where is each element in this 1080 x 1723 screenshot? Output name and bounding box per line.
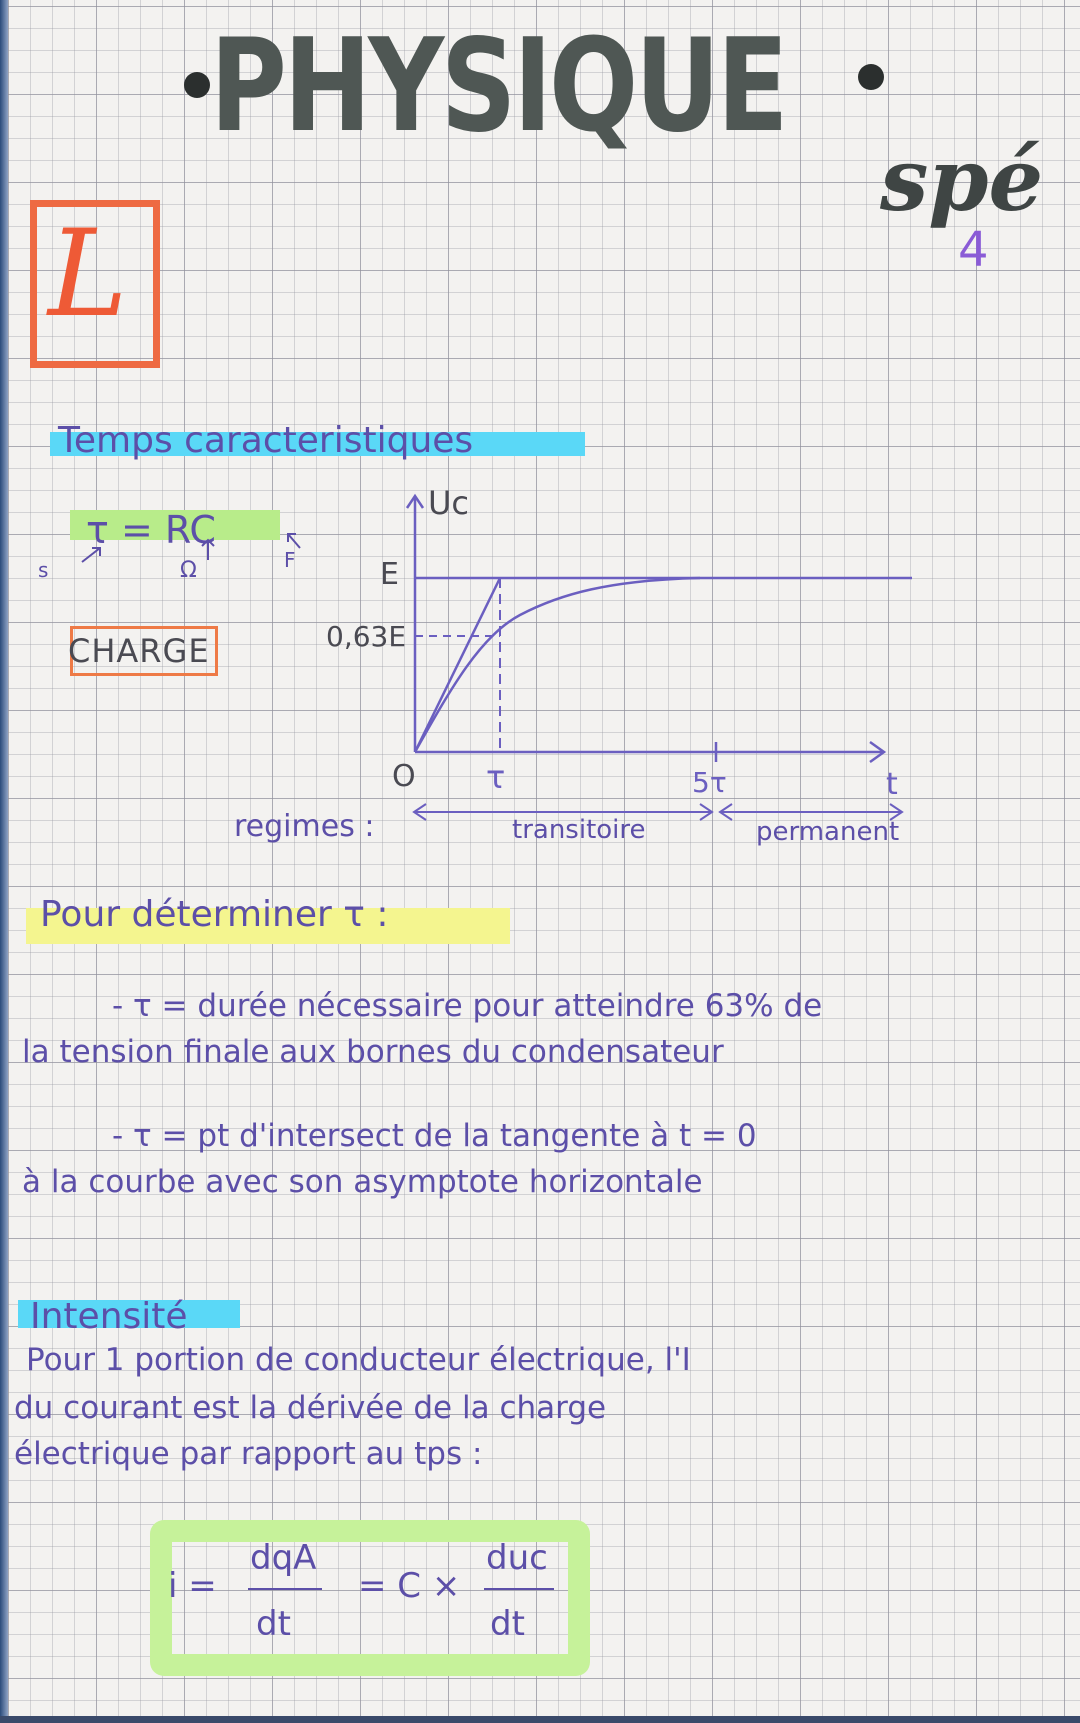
tau-formula: τ = RC xyxy=(86,508,216,552)
fraction2-denominator: dt xyxy=(490,1604,525,1644)
section-title-time: Temps caracteristiques xyxy=(58,420,474,461)
permanent-label: permanent xyxy=(756,817,900,847)
determine-item1-line2: la tension finale aux bornes du condensateur xyxy=(22,1034,724,1070)
paper-bottom-edge xyxy=(0,1716,1080,1723)
determine-item2-line1: - τ = pt d'intersect de la tangente à t = 0 xyxy=(112,1118,757,1154)
label-5tau: 5τ xyxy=(692,766,727,799)
label-E: E xyxy=(380,557,399,592)
fraction2-numerator: duc xyxy=(486,1538,548,1578)
y-axis-label: Uc xyxy=(428,484,470,522)
label-origin: O xyxy=(392,759,416,794)
chapter-number: 4 xyxy=(958,222,989,278)
label-063E: 0,63E xyxy=(326,620,407,653)
intensity-line2: du courant est la dérivée de la charge xyxy=(14,1390,607,1426)
unit-farad: F xyxy=(284,548,296,572)
determine-item1-line1: - τ = durée nécessaire pour atteindre 63% de xyxy=(112,988,823,1024)
intensity-line3: électrique par rapport au tps : xyxy=(14,1436,483,1472)
formula-i: i = xyxy=(168,1566,217,1606)
determine-heading: Pour déterminer τ : xyxy=(40,894,389,935)
section-title-intensity: Intensité xyxy=(30,1296,188,1337)
chapter-letter: L xyxy=(48,205,128,344)
label-tau: τ xyxy=(486,758,506,796)
determine-item2-line2: à la courbe avec son asymptote horizontale xyxy=(22,1164,703,1200)
page-subtitle: spé xyxy=(880,130,1044,231)
unit-seconds: s xyxy=(38,558,49,582)
page-title: PHYSIQUE xyxy=(210,12,786,161)
charge-graph xyxy=(0,0,1080,860)
x-axis-label: t xyxy=(886,767,898,802)
formula-mid: = C × xyxy=(358,1566,461,1606)
intensity-line1: Pour 1 portion de conducteur électrique, l'I xyxy=(26,1342,691,1378)
fraction1-denominator: dt xyxy=(256,1604,291,1644)
fraction1-bar xyxy=(248,1588,322,1590)
tangent-line xyxy=(415,578,500,752)
charge-label: CHARGE xyxy=(68,632,210,670)
fraction1-numerator: dqA xyxy=(250,1538,317,1578)
unit-ohm: Ω xyxy=(180,558,197,583)
fraction2-bar xyxy=(484,1588,554,1590)
regimes-label: regimes : xyxy=(234,809,375,844)
transitoire-label: transitoire xyxy=(512,815,646,845)
